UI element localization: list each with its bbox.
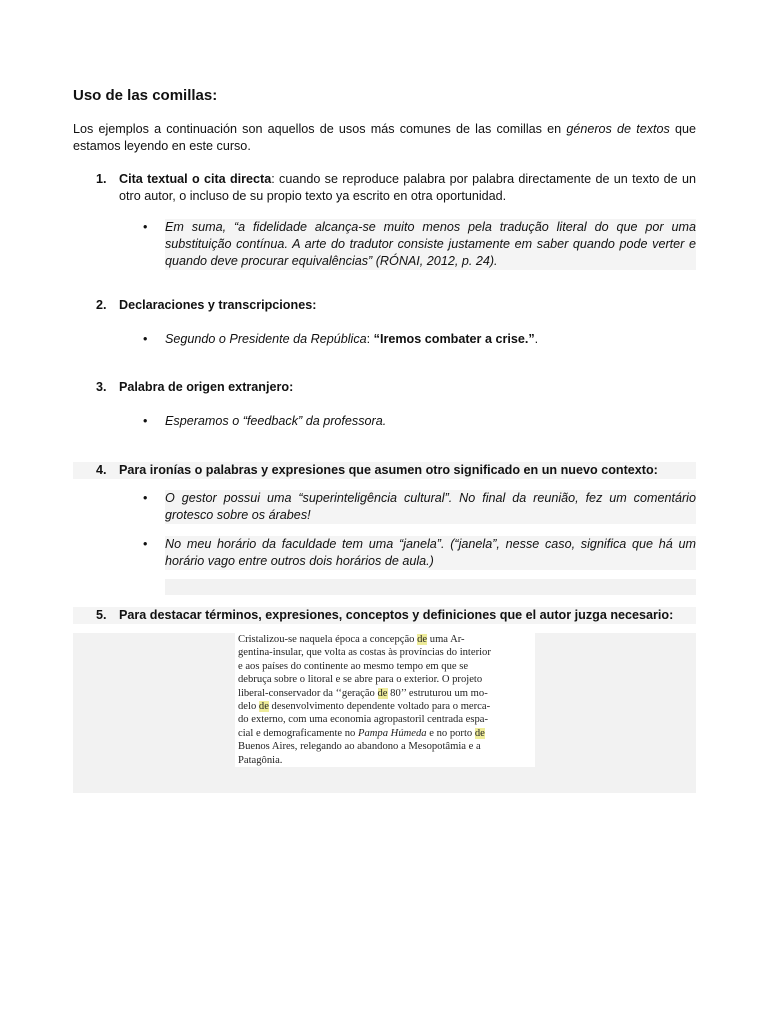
italic-place-name: Pampa Húmeda: [358, 727, 427, 739]
item-title: Palabra de origen extranjero:: [119, 380, 294, 394]
item-number: 5.: [96, 608, 107, 622]
list-item-1: [73, 171, 696, 205]
list-item-3: [73, 379, 696, 396]
scanned-book-excerpt: [235, 633, 535, 767]
bullet-icon: •: [143, 332, 148, 346]
scan-line: delo de desenvolvimento dependente voltado para o merca-: [238, 701, 491, 713]
item-number: 3.: [96, 380, 107, 394]
list-item-2: [73, 297, 696, 314]
bullet-text-italic: Segundo o Presidente da República: [165, 332, 367, 346]
bullet-text-end: .: [534, 332, 539, 346]
item-title: Declaraciones y transcripciones:: [119, 298, 317, 312]
scan-line: cial e demograficamente no Pampa Húmeda e no porto de: [238, 727, 485, 739]
scan-line: Patagônia.: [238, 754, 283, 766]
item-text: : cuando se reproduce palabra por palabra directamente de un texto de un otro autor, o incluso de su propio texto ya escrito en otra oportunidad.: [119, 172, 696, 203]
bullet-icon: •: [143, 491, 148, 505]
intro-paragraph: [73, 121, 696, 155]
bullet-quote-4b: [143, 536, 696, 570]
bullet-text: No meu horário da faculdade tem uma “janela”. (“janela”, nesse caso, significa que há um horário vago entre outros dois horários de aula.): [165, 537, 696, 568]
item-number: 4.: [96, 463, 107, 477]
intro-italic-term: géneros de textos: [566, 122, 670, 136]
bullet-quote-3: [143, 413, 696, 430]
bullet-text-colon: :: [366, 332, 374, 346]
bullet-text: Em suma, “a fidelidade alcança-se muito menos pela tradução literal do que por uma substituição contínua. A arte do tradutor consiste justamente em saber quando pode verter e quando deve procurar equivalências” (RÓNAI, 2012, p. 24).: [165, 220, 696, 268]
item-title: Cita textual o cita directa: [119, 172, 272, 186]
item-number: 1.: [96, 172, 107, 186]
scan-line: e aos países do continente ao mesmo tempo em que se: [238, 660, 469, 672]
bullet-quote-2: [143, 331, 696, 348]
bullet-icon: •: [143, 220, 148, 234]
scan-line: Buenos Aires, relegando ao abandono a Mesopotâmia e a: [238, 741, 481, 753]
list-item-4: [73, 462, 696, 479]
highlighted-word: de: [417, 634, 428, 645]
bullet-icon: •: [143, 414, 148, 428]
item-title: Para ironías o palabras y expresiones que asumen otro significado en un nuevo contexto:: [119, 463, 658, 477]
highlighted-word: de: [377, 687, 388, 699]
scan-line: do externo, com uma economia agropastoril centrada espa-: [238, 714, 489, 726]
scan-line: Cristalizou-se naquela época a concepção de uma Ar-: [238, 634, 465, 645]
highlighted-word: de: [474, 727, 485, 739]
list-item-5: [73, 607, 696, 624]
scan-line: liberal-conservador da ‘‘geração de 80’’ estruturou um mo-: [238, 687, 488, 699]
scan-line: debruça sobre o litoral e se abre para o exterior. O projeto: [238, 674, 483, 686]
page-title: Uso de las comillas:: [73, 87, 218, 104]
bullet-text-bold: “Iremos combater a crise.”: [373, 332, 535, 346]
empty-shaded-line: [165, 579, 696, 595]
intro-text-end: que estamos leyendo en este curso.: [73, 122, 696, 153]
highlighted-word: de: [258, 701, 269, 713]
bullet-text: O gestor possui uma “superinteligência cultural”. No final da reunião, fez um comentário grotesco sobre os árabes!: [165, 491, 696, 522]
scan-line: gentina-insular, que volta as costas às províncias do interior: [238, 647, 491, 659]
bullet-icon: •: [143, 537, 148, 551]
intro-text: Los ejemplos a continuación son aquellos de usos más comunes de las comillas en: [73, 122, 567, 136]
item-title: Para destacar términos, expresiones, conceptos y definiciones que el autor juzga necesario:: [119, 608, 674, 622]
bullet-quote-4a: [143, 490, 696, 524]
bullet-text: Esperamos o “feedback” da professora.: [165, 414, 387, 428]
bullet-quote-1: [143, 219, 696, 270]
item-number: 2.: [96, 298, 107, 312]
